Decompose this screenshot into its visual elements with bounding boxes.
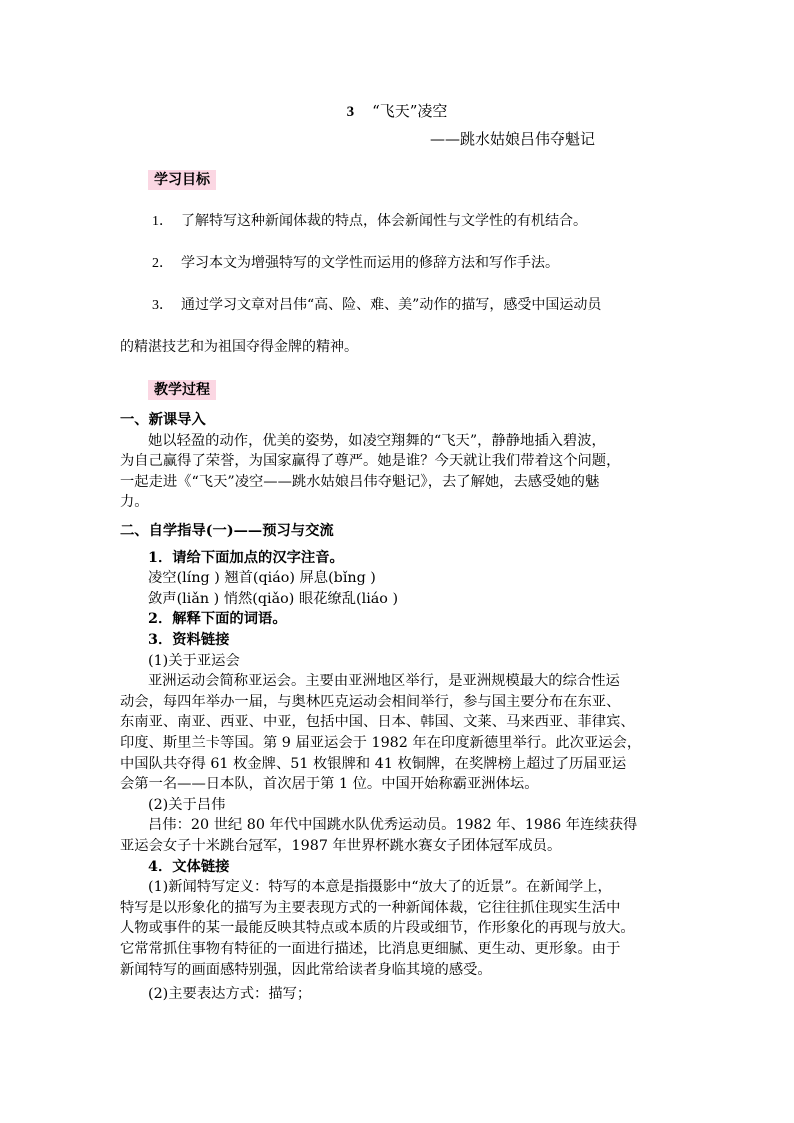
body-line: 亚洲运动会简称亚运会。主要由亚洲地区举行，是亚洲规模最大的综合性运	[148, 673, 620, 690]
body-line: (1)新闻特写定义：特写的本意是指摄影中“放大了的近景”。在新闻学上，	[148, 879, 612, 896]
lesson-number: 3	[346, 104, 355, 120]
goal-number: 1．	[152, 214, 173, 229]
body-line: 3．资料链接	[148, 632, 230, 648]
body-line: 二、自学指导(一)——预习与交流	[120, 523, 334, 539]
goal-text: 学习本文为增强特写的文学性而运用的修辞方法和写作手法。	[181, 255, 559, 271]
goal-item-1	[152, 212, 587, 231]
lesson-title-text: “飞天”凌空	[372, 102, 448, 120]
body-line: 印度、斯里兰卡等国。第 9 届亚运会于 1982 年在印度新德里举行。此次亚运会，	[120, 735, 642, 751]
body-line: 吕伟：20 世纪 80 年代中国跳水队优秀运动员。1982 年、1986 年连续获得	[148, 817, 638, 834]
body-line: 1．请给下面加点的汉字注音。	[148, 549, 344, 566]
body-line: 一起走进《“飞天”凌空——跳水姑娘吕伟夺魁记》，去了解她，去感受她的魅	[120, 473, 600, 490]
body-line: 2．解释下面的词语。	[148, 611, 287, 628]
body-line: 为自己赢得了荣誉，为国家赢得了尊严。她是谁？今天就让我们带着这个问题，	[120, 453, 621, 470]
goal-text: 通过学习文章对吕伟“高、险、难、美”动作的描写，感受中国运动员	[181, 297, 602, 313]
body-line: (2)关于吕伟	[148, 796, 226, 813]
body-line: 特写是以形象化的描写为主要表现方式的一种新闻体裁，它往往抓住现实生活中	[120, 899, 621, 916]
body-line: 凌空(líng ) 翘首(qiáo) 屏息(bǐng )	[148, 570, 376, 587]
goal-text: 了解特写这种新闻体裁的特点，体会新闻性与文学性的有机结合。	[181, 213, 587, 229]
section-tag-goals: 学习目标	[148, 170, 216, 190]
goal-number: 2．	[152, 256, 173, 271]
lesson-subtitle: ——跳水姑娘吕伟夺魁记	[430, 130, 596, 148]
body-line: 人物或事件的某一最能反映其特点或本质的片段或细节，作形象化的再现与放大。	[120, 920, 635, 937]
body-line: (1)关于亚运会	[148, 652, 240, 669]
body-line: 她以轻盈的动作，优美的姿势，如凌空翔舞的“飞天”，静静地插入碧波，	[148, 432, 606, 449]
body-line: 中国队共夺得 61 枚金牌、51 枚银牌和 41 枚铜牌，在奖牌榜上超过了历届亚运	[120, 755, 627, 772]
body-line: (2)主要表达方式：描写；	[148, 986, 312, 1003]
goal-item-3-continued: 的精湛技艺和为祖国夺得金牌的精神。	[120, 339, 358, 355]
body-line: 敛声(liǎn ) 悄然(qiǎo) 眼花缭乱(liáo )	[148, 590, 399, 607]
body-line: 动会，每四年举办一届，与奥林匹克运动会相间举行，参与国主要分布在东亚、	[120, 693, 621, 710]
body-line: 会第一名——日本队，首次居于第 1 位。中国开始称霸亚洲体坛。	[120, 776, 539, 793]
goal-number: 3．	[152, 298, 173, 313]
body-line: 东南亚、南亚、西亚、中亚，包括中国、日本、韩国、文莱、马来西亚、菲律宾、	[120, 714, 635, 731]
body-line: 新闻特写的画面感特别强，因此常给读者身临其境的感受。	[120, 961, 492, 978]
body-line: 4．文体链接	[148, 858, 230, 875]
body-line: 它常常抓住事物有特征的一面进行描述，比消息更细腻、更生动、更形象。由于	[120, 941, 621, 957]
goal-item-3	[152, 296, 601, 315]
lesson-title	[0, 100, 794, 121]
body-line: 亚运会女子十米跳台冠军，1987 年世界杯跳水赛女子团体冠军成员。	[120, 838, 562, 854]
section-tag-process: 教学过程	[148, 380, 216, 400]
body-line: 力。	[120, 494, 149, 511]
body-line: 一、新课导入	[120, 412, 206, 428]
goal-item-2	[152, 254, 559, 273]
